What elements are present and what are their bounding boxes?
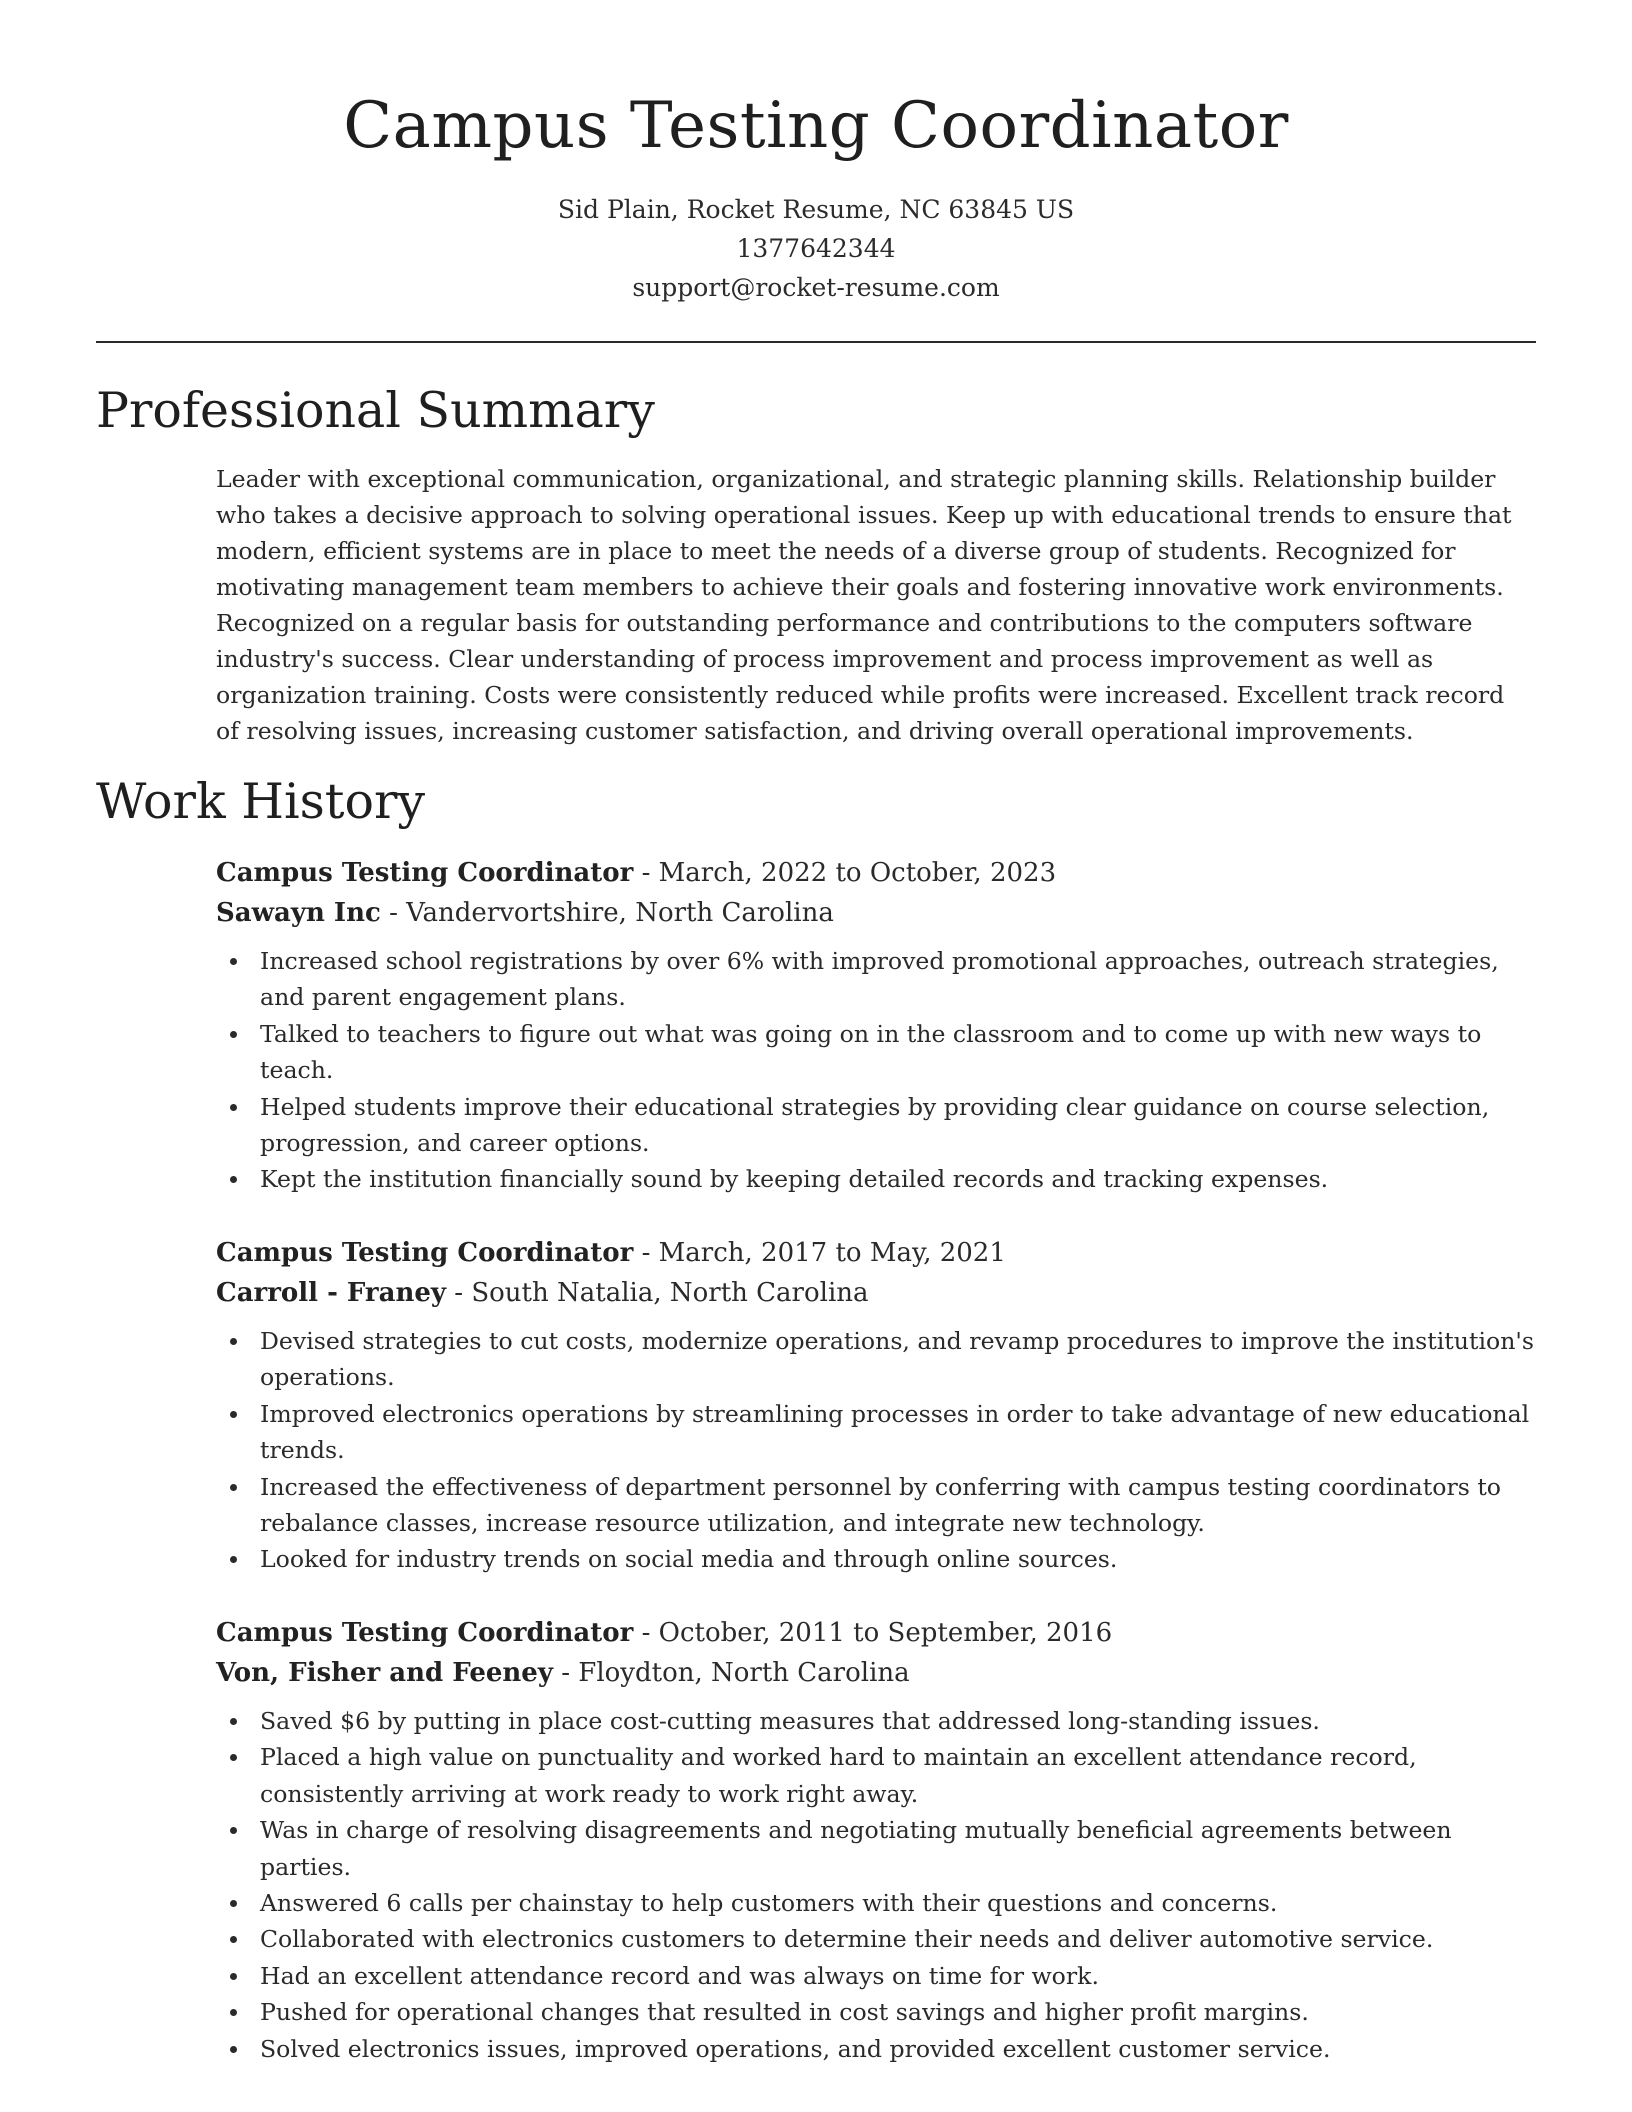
job-entry xyxy=(216,1613,1546,2067)
job-company-line xyxy=(216,893,1546,933)
bullet-icon xyxy=(230,1484,237,1491)
bullet-item xyxy=(216,1739,1546,1812)
bullet-text: Collaborated with electronics customers to determine their needs and deliver automotive service. xyxy=(260,1925,1434,1954)
bullet-item xyxy=(216,1089,1546,1162)
contact-block xyxy=(0,190,1632,307)
job-title-line xyxy=(216,853,1546,893)
job-dates: - October, 2011 to September, 2016 xyxy=(633,1618,1113,1648)
bullet-item xyxy=(216,1323,1546,1396)
resume-header xyxy=(0,0,1632,307)
job-entry xyxy=(216,853,1546,1198)
bullet-text: Talked to teachers to figure out what was going on in the classroom and to come up with new ways to teach. xyxy=(260,1019,1482,1085)
bullet-icon xyxy=(230,1411,237,1418)
bullet-icon xyxy=(230,1176,237,1183)
resume-title: Campus Testing Coordinator xyxy=(343,89,1289,163)
bullet-text: Increased the effectiveness of department personnel by conferring with campus testing coordinators to rebalance classes, increase resource utilization, and integrate new technology. xyxy=(260,1472,1502,1538)
bullet-icon xyxy=(230,1718,237,1725)
bullet-text: Kept the institution financially sound by keeping detailed records and tracking expenses. xyxy=(260,1165,1329,1194)
summary-text: Leader with exceptional communication, organizational, and strategic planning skills. Relationship builder who takes a decisive approach to solving operational issues. Keep up with educational trends to ensure that modern, efficient systems are in place to meet the needs of a diverse group of students. Recognized for motivating management team members to achieve their goals and fostering innovative work environments. Recognized on a regular basis for outstanding performance and contributions to the computers software industry's success. Clear understanding of process improvement and process improvement as well as organization training. Costs were consistently reduced while profits were increased. Excellent track record of resolving issues, increasing customer satisfaction, and driving overall operational improvements. xyxy=(216,465,1512,745)
contact-email: support@rocket-resume.com xyxy=(632,273,1000,302)
bullet-icon xyxy=(230,2046,237,2053)
bullet-item xyxy=(216,1921,1546,1957)
bullet-text: Was in charge of resolving disagreements and negotiating mutually beneficial agreements between parties. xyxy=(260,1816,1452,1881)
bullet-text: Improved electronics operations by streamlining processes in order to take advantage of new educational trends. xyxy=(260,1399,1530,1465)
summary-heading: Professional Summary xyxy=(96,382,655,439)
job-dates: - March, 2022 to October, 2023 xyxy=(633,858,1057,888)
bullet-icon xyxy=(230,1338,237,1345)
bullet-text: Had an excellent attendance record and was always on time for work. xyxy=(260,1961,1099,1990)
bullet-icon xyxy=(230,1031,237,1038)
bullet-icon xyxy=(230,1754,237,1761)
bullet-text: Answered 6 calls per chainstay to help customers with their questions and concerns. xyxy=(260,1889,1278,1918)
bullet-item xyxy=(216,1885,1546,1921)
job-company-line xyxy=(216,1653,1546,1693)
job-location: - South Natalia, North Carolina xyxy=(446,1278,869,1308)
job-title-line xyxy=(216,1613,1546,1653)
job-role: Campus Testing Coordinator xyxy=(216,858,634,888)
work-history-heading: Work History xyxy=(96,773,426,830)
job-company: Von, Fisher and Feeney xyxy=(216,1658,553,1688)
job-company-line xyxy=(216,1273,1546,1313)
bullet-item xyxy=(216,1958,1546,1994)
bullet-item xyxy=(216,2031,1546,2067)
bullet-item xyxy=(216,1994,1546,2030)
bullet-item xyxy=(216,1161,1546,1197)
job-role: Campus Testing Coordinator xyxy=(216,1618,634,1648)
job-entry xyxy=(216,1233,1546,1578)
bullet-text: Placed a high value on punctuality and worked hard to maintain an excellent attendance record, consistently arriving at work ready to work right away. xyxy=(260,1743,1417,1808)
contact-address: Sid Plain, Rocket Resume, NC 63845 US xyxy=(557,195,1075,224)
bullet-text: Increased school registrations by over 6% with improved promotional approaches, outreach strategies, and parent engagement plans. xyxy=(260,947,1499,1012)
job-location: - Floydton, North Carolina xyxy=(552,1658,910,1688)
bullet-item xyxy=(216,1396,1546,1469)
bullet-icon xyxy=(230,958,237,965)
job-company: Sawayn Inc xyxy=(216,898,381,928)
job-role: Campus Testing Coordinator xyxy=(216,1238,634,1268)
job-bullets xyxy=(216,1703,1546,2067)
bullet-item xyxy=(216,1812,1546,1885)
bullet-text: Looked for industry trends on social media and through online sources. xyxy=(260,1545,1118,1574)
bullet-item xyxy=(216,1016,1546,1089)
job-location: - Vandervortshire, North Carolina xyxy=(380,898,834,928)
bullet-text: Helped students improve their educational strategies by providing clear guidance on course selection, progression, and career options. xyxy=(260,1092,1490,1158)
bullet-item xyxy=(216,943,1546,1016)
bullet-icon xyxy=(230,1973,237,1980)
bullet-item xyxy=(216,1703,1546,1739)
contact-phone: 1377642344 xyxy=(736,234,896,263)
bullet-item xyxy=(216,1469,1546,1542)
bullet-text: Devised strategies to cut costs, modernize operations, and revamp procedures to improve the institution's operations. xyxy=(260,1327,1535,1392)
job-title-line xyxy=(216,1233,1546,1273)
bullet-icon xyxy=(230,2009,237,2016)
job-bullets xyxy=(216,1323,1546,1578)
bullet-icon xyxy=(230,1827,237,1834)
job-bullets xyxy=(216,943,1546,1198)
job-dates: - March, 2017 to May, 2021 xyxy=(633,1238,1006,1268)
bullet-text: Saved $6 by putting in place cost-cutting measures that addressed long-standing issues. xyxy=(260,1707,1320,1735)
header-divider xyxy=(96,341,1536,343)
bullet-icon xyxy=(230,1936,237,1943)
bullet-item xyxy=(216,1541,1546,1577)
bullet-icon xyxy=(230,1104,237,1111)
bullet-text: Solved electronics issues, improved operations, and provided excellent customer service. xyxy=(260,2034,1331,2063)
bullet-text: Pushed for operational changes that resulted in cost savings and higher profit margins. xyxy=(260,1998,1309,2027)
bullet-icon xyxy=(230,1556,237,1563)
bullet-icon xyxy=(230,1900,237,1907)
job-company: Carroll - Franey xyxy=(216,1278,447,1308)
